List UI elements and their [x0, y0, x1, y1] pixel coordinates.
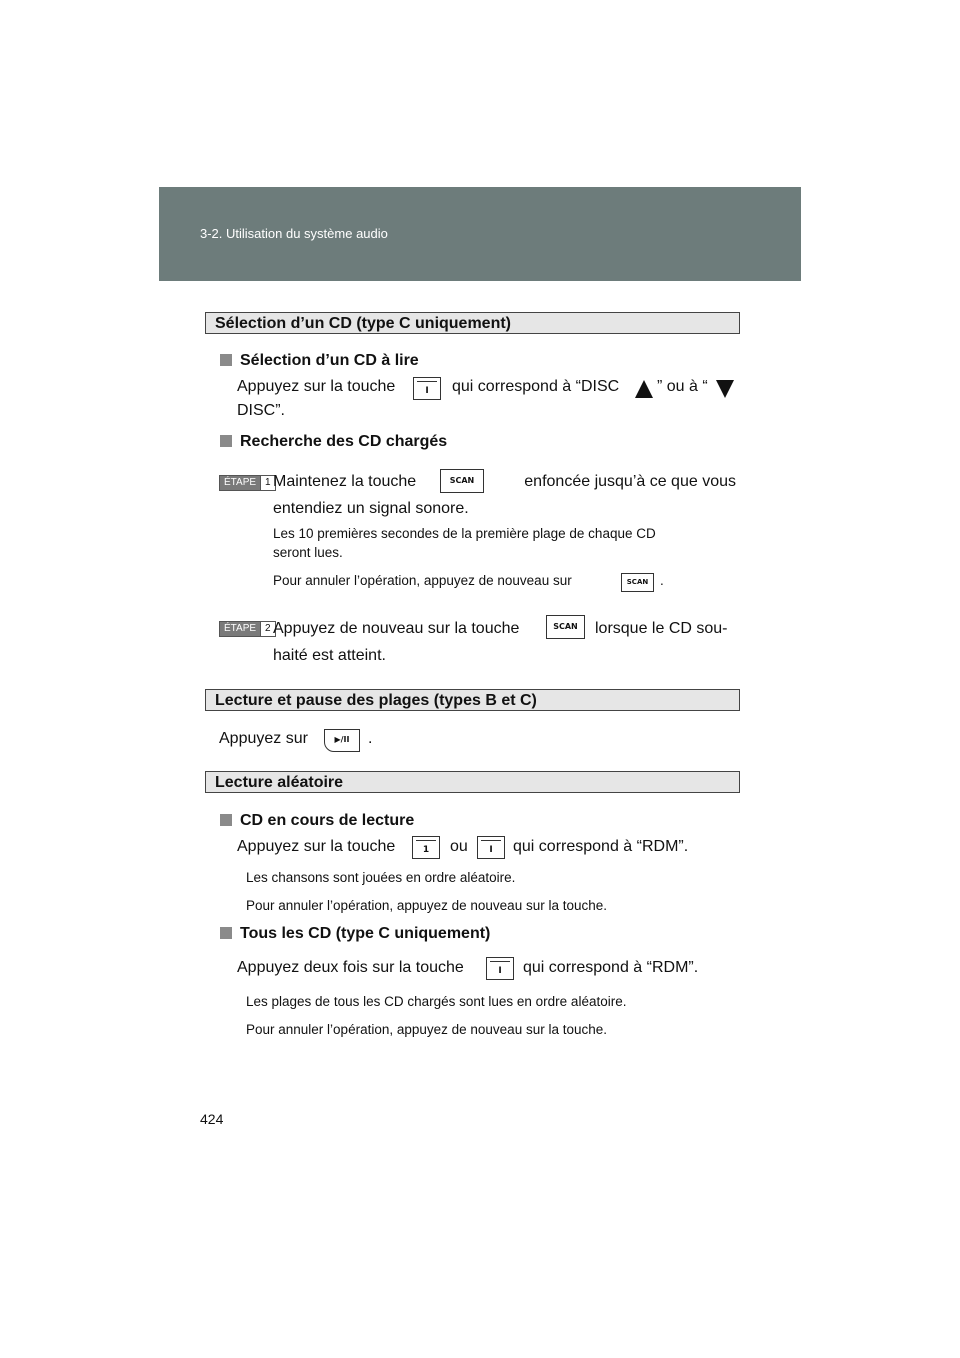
play-pause-button-icon: ▶/II: [324, 729, 360, 752]
note: .: [660, 573, 664, 588]
text: Appuyez sur la touche: [237, 378, 396, 395]
preset-button-icon: I: [477, 836, 505, 859]
section-title-cd-selection: Sélection d’un CD (type C uniquement): [205, 312, 740, 334]
note: Les plages de tous les CD chargés sont lues en ordre aléatoire.: [246, 994, 627, 1009]
note: seront lues.: [273, 545, 343, 560]
note: Pour annuler l’opération, appuyez de nouveau sur la touche.: [246, 898, 607, 913]
step-1-badge: ÉTAPE 1: [219, 475, 276, 491]
text: Appuyez sur: [219, 730, 308, 747]
text: lorsque le CD sou-: [595, 620, 728, 637]
bullet-square-icon: [220, 814, 232, 826]
subheading-all-cds: Tous les CD (type C uniquement): [220, 925, 490, 943]
note: Pour annuler l’opération, appuyez de nouveau sur la touche.: [246, 1022, 607, 1037]
scan-button-icon: SCAN: [621, 573, 654, 592]
text: qui correspond à “RDM”.: [523, 959, 699, 976]
bullet-square-icon: [220, 435, 232, 447]
scan-button-icon: SCAN: [440, 469, 484, 493]
text: Appuyez deux fois sur la touche: [237, 959, 464, 976]
bullet-square-icon: [220, 354, 232, 366]
text: qui correspond à “DISC: [452, 378, 620, 395]
preset-1-button-icon: 1: [412, 836, 440, 859]
text: ” ou à “: [657, 378, 708, 395]
triangle-up-icon: [635, 380, 653, 398]
note: Pour annuler l’opération, appuyez de nouveau sur: [273, 573, 572, 588]
step-2-badge: ÉTAPE 2: [219, 621, 276, 637]
section-title-play-pause: Lecture et pause des plages (types B et C): [205, 689, 740, 711]
chapter-header: 3-2. Utilisation du système audio: [200, 226, 388, 241]
subheading-search-cds: Recherche des CD chargés: [220, 433, 447, 451]
scan-button-icon: SCAN: [546, 615, 585, 639]
preset-button-icon: I: [413, 377, 441, 400]
subheading-select-cd: Sélection d’un CD à lire: [220, 352, 419, 370]
text: DISC”.: [237, 402, 285, 419]
text: haité est atteint.: [273, 647, 386, 664]
triangle-down-icon: [716, 380, 734, 398]
text: ou: [450, 838, 468, 855]
text: entendiez un signal sonore.: [273, 500, 469, 517]
page-number: 424: [200, 1111, 224, 1127]
text: qui correspond à “RDM”.: [513, 838, 689, 855]
section-title-random: Lecture aléatoire: [205, 771, 740, 793]
text: Appuyez de nouveau sur la touche: [273, 620, 520, 637]
bullet-square-icon: [220, 927, 232, 939]
step-1-line-1: Maintenez la touche enfoncée jusqu’à ce que vous: [273, 473, 736, 490]
text: .: [368, 730, 373, 747]
preset-button-icon: I: [486, 957, 514, 980]
note: Les 10 premières secondes de la première plage de chaque CD: [273, 526, 656, 541]
subheading-current-cd: CD en cours de lecture: [220, 812, 414, 830]
text: Appuyez sur la touche: [237, 838, 396, 855]
note: Les chansons sont jouées en ordre aléatoire.: [246, 870, 516, 885]
